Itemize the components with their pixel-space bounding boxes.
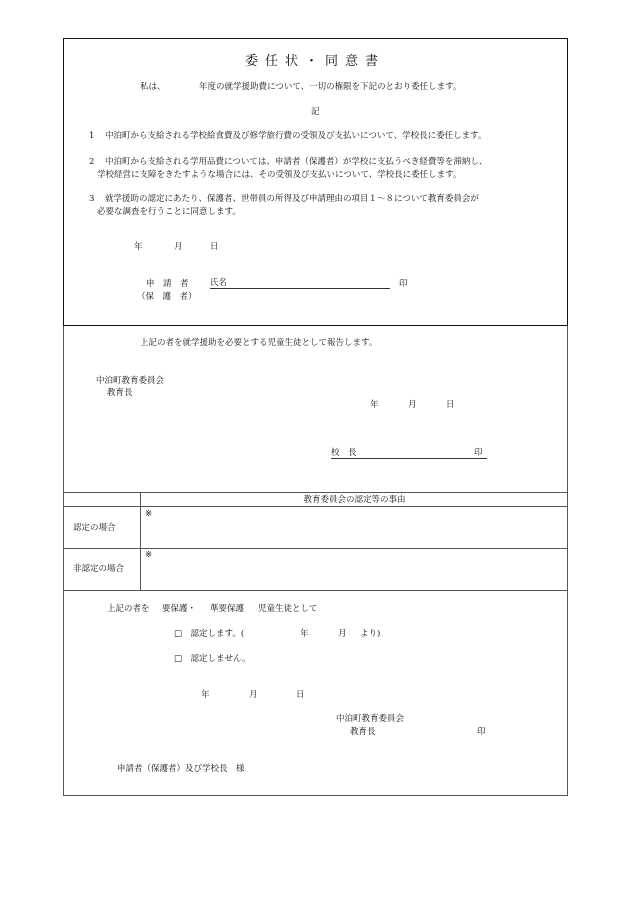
not-approved-reason-field[interactable] [155, 550, 565, 586]
not-approved-label: 非認定の場合 [73, 564, 125, 574]
document-title: 委任状・同意書 [244, 54, 385, 69]
report-text: 上記の者を就学援助を必要とする児童生徒として報告します。 [140, 338, 378, 348]
item-2-line-1: 中泊町から支給される学用品費については、申請者（保護者）が学校に支払うべき経費等を滞納し、 [105, 157, 488, 167]
option-semi-protected[interactable]: 準要保護 [210, 604, 245, 614]
applicant-name-field[interactable]: 氏名 [210, 278, 390, 289]
applicant-seal: 印 [399, 279, 408, 289]
report-date-month: 月 [408, 400, 417, 410]
report-date-year: 年 [370, 400, 379, 410]
table-row-line [63, 548, 568, 549]
table-top-line [63, 492, 568, 493]
decision-date-month: 月 [249, 690, 258, 700]
date-year: 年 [134, 242, 143, 252]
date-day: 日 [210, 242, 219, 252]
decision-date-year: 年 [201, 690, 210, 700]
principal-seal: 印 [474, 448, 483, 458]
item-3-num: 3 [89, 194, 95, 204]
intro-text: 年度の就学援助費について、一切の権限を下記のとおり委任します。 [199, 82, 462, 92]
table-bottom-line [63, 590, 568, 591]
decision-seal: 印 [477, 727, 486, 737]
item-3-line-1: 就学援助の認定にあたり、保護者、世帯員の所得及び申請理由の項目１～８について教育委員会が [105, 194, 479, 204]
intro-prefix: 私は、 [140, 82, 166, 92]
report-board: 中泊町教育委員会 [96, 376, 165, 386]
applicant-label: 申 請 者 [146, 279, 189, 289]
deny-checkbox[interactable]: □ 認定しません。 [174, 654, 251, 664]
decision-date-day: 日 [296, 690, 305, 700]
decision-lead: 上記の者を [107, 604, 150, 614]
principal-field[interactable]: 校 長 [331, 448, 487, 459]
table-col-line [140, 492, 141, 590]
applicant-sub-label: （保 護 者） [137, 292, 197, 302]
approve-year: 年 [300, 629, 309, 639]
table-header: 教育委員会の認定等の事由 [303, 495, 406, 505]
report-date-day: 日 [446, 400, 455, 410]
approve-month: 月 [338, 629, 347, 639]
approved-mark: ※ [145, 509, 153, 519]
not-approved-mark: ※ [145, 550, 153, 560]
approve-from: より) [360, 629, 381, 639]
item-3-line-2: 必要な調査を行うことに同意します。 [97, 207, 241, 217]
approved-label: 認定の場合 [73, 523, 116, 533]
approved-reason-field[interactable] [155, 509, 565, 545]
item-2-line-2: 学校経営に支障をきたすような場合には、その受領及び支払いについて、学校長に委任します。 [97, 170, 462, 180]
approve-checkbox[interactable]: □ 認定します。( [174, 629, 245, 639]
item-1-line-1: 中泊町から支給される学校給食費及び修学旅行費の受領及び支払いについて、学校長に委任します。 [105, 131, 487, 141]
decision-superintendent: 教育長 [350, 727, 376, 737]
date-month: 月 [174, 242, 183, 252]
item-2-num: 2 [89, 157, 95, 167]
decision-board: 中泊町教育委員会 [336, 714, 405, 724]
table-header-line [63, 506, 568, 507]
option-protected[interactable]: 要保護・ [162, 604, 197, 614]
item-1-num: 1 [89, 131, 95, 141]
ki-label: 記 [311, 107, 320, 117]
addressee: 申請者（保護者）及び学校長 様 [117, 764, 245, 774]
report-superintendent: 教育長 [107, 388, 133, 398]
decision-tail: 児童生徒として [258, 604, 318, 614]
